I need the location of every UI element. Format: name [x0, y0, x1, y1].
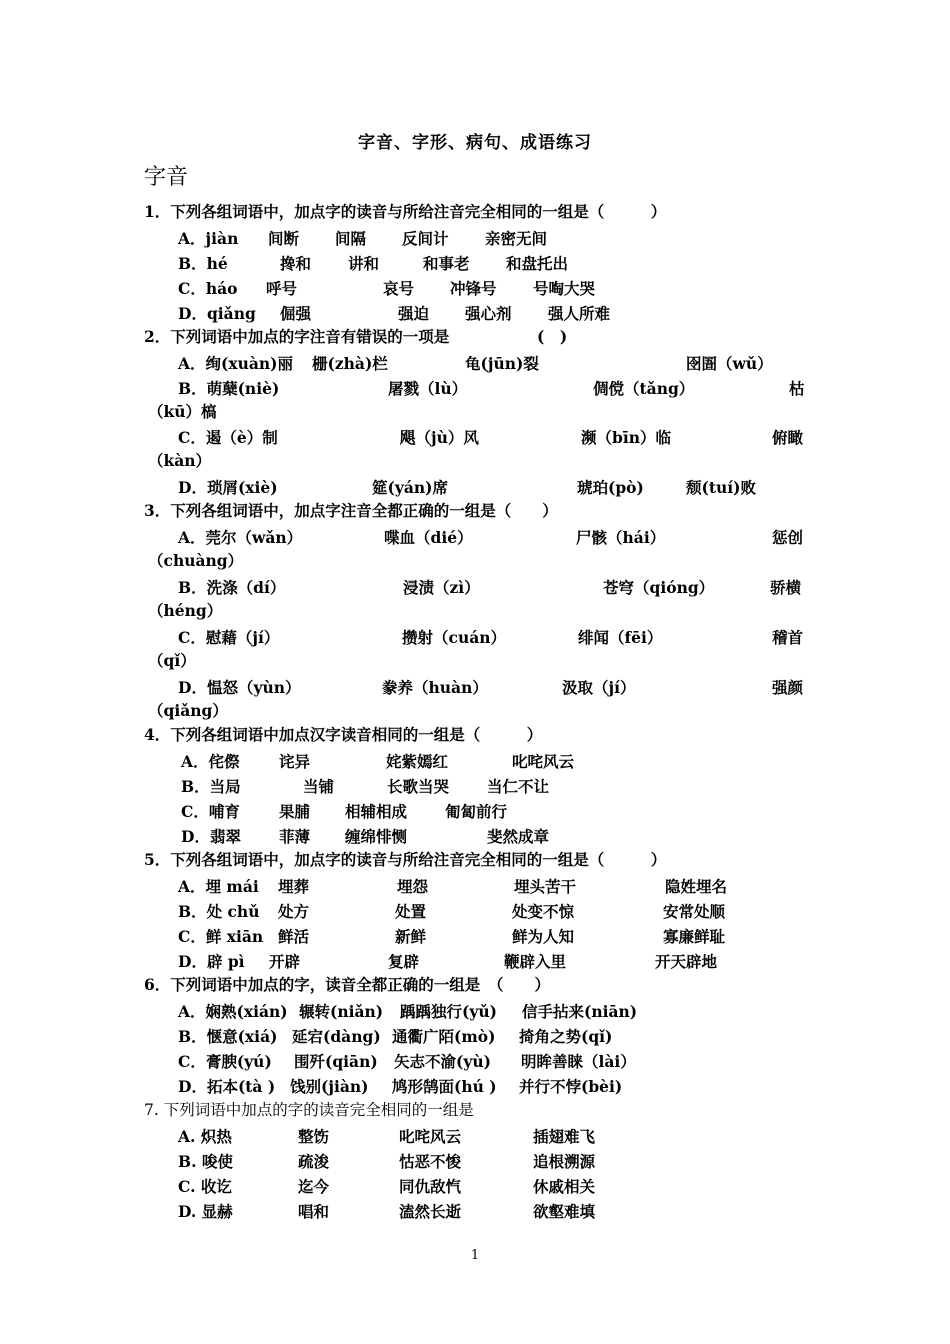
option-word: C．遏（è）制 — [178, 428, 278, 447]
option-word: 当铺 — [303, 777, 335, 796]
option-word: 稽首 — [772, 628, 804, 647]
option-word: D. 显赫 — [178, 1202, 233, 1221]
option-word: 当仁不让 — [487, 777, 550, 796]
option-word: 欲壑难填 — [533, 1202, 596, 1221]
question-3-option-c-continued: （qǐ） — [148, 651, 196, 670]
question-3-stem: 3．下列各组词语中，加点字注音全都正确的一组是（ ） — [144, 501, 558, 520]
option-label: D．辟 pì — [178, 952, 245, 971]
option-word: 饯别(jiàn) — [290, 1077, 369, 1096]
option-word: D．翡翠 — [181, 827, 241, 846]
option-word: 埋怨 — [397, 877, 429, 896]
option-word: 叱咤风云 — [512, 752, 575, 771]
question-3-option-a-continued: （chuàng） — [148, 551, 244, 570]
option-word: 强人所难 — [548, 304, 611, 323]
option-label: B．hé — [178, 254, 228, 273]
option-word: 埋头苦干 — [514, 877, 577, 896]
option-word: 呼号 — [266, 279, 298, 298]
option-word: 惩创 — [772, 528, 804, 547]
option-word: 鲜为人知 — [512, 927, 575, 946]
option-word: 叱咤风云 — [399, 1127, 462, 1146]
question-3-option-d-continued: （qiǎng） — [148, 701, 228, 720]
option-word: 处变不惊 — [512, 902, 575, 921]
option-word: 屠戮（lù） — [388, 379, 468, 398]
option-word: 琥珀(pò) — [577, 478, 644, 497]
option-word: 安常处顺 — [663, 902, 726, 921]
option-word: B. 唆使 — [178, 1152, 233, 1171]
option-label: B．处 chǔ — [178, 902, 260, 921]
option-word: C. 收讫 — [178, 1177, 232, 1196]
option-word: C．哺育 — [181, 802, 240, 821]
option-word: B．洗涤（dí） — [178, 578, 286, 597]
option-word: 斐然成章 — [487, 827, 550, 846]
option-word: 寡廉鲜耻 — [663, 927, 726, 946]
option-word: 迄今 — [298, 1177, 330, 1196]
option-label: C．鲜 xiān — [178, 927, 264, 946]
question-2-option-c-continued: （kàn） — [148, 451, 212, 470]
option-word: 号啕大哭 — [533, 279, 596, 298]
option-word: 强心剂 — [465, 304, 512, 323]
option-word: 姹紫嫣红 — [386, 752, 449, 771]
option-word: 并行不悖(bèi) — [519, 1077, 623, 1096]
option-word: 俯瞰 — [772, 428, 804, 447]
option-word: 通衢广陌(mò) — [392, 1027, 496, 1046]
option-word: A. 炽热 — [178, 1127, 232, 1146]
option-word: 骄横 — [770, 578, 802, 597]
option-word: 尸骸（hái） — [576, 528, 666, 547]
option-word: 整饬 — [298, 1127, 330, 1146]
option-label: D．qiǎng — [178, 304, 256, 323]
option-word: 踽踽独行(yǔ) — [400, 1002, 497, 1021]
option-word: 长歌当哭 — [387, 777, 450, 796]
option-word: 濒（bīn）临 — [581, 428, 671, 447]
option-word: 喋血（dié） — [384, 528, 473, 547]
option-word: 强迫 — [398, 304, 430, 323]
option-word: 复辟 — [388, 952, 420, 971]
option-word: 开辟 — [269, 952, 301, 971]
option-word: 栅(zhà)栏 — [312, 354, 388, 373]
option-word: 处置 — [395, 902, 427, 921]
option-word: B．萌蘖(niè) — [178, 379, 280, 398]
option-word: 囹圄（wǔ） — [686, 354, 773, 373]
page-number: 1 — [470, 1248, 480, 1263]
option-word: 新鲜 — [395, 927, 427, 946]
option-word: 唱和 — [298, 1202, 330, 1221]
option-word: D．拓本(tà ) — [178, 1077, 276, 1096]
option-word: 信手拈来(niān) — [522, 1002, 638, 1021]
question-7-stem: 7. 下列词语中加点的字的读音完全相同的一组是 — [144, 1101, 474, 1119]
option-word: B．当局 — [181, 777, 241, 796]
question-3-option-b-continued: （héng） — [148, 601, 223, 620]
option-label: A．jiàn — [178, 229, 239, 248]
option-word: D．愠怒（yùn） — [178, 678, 301, 697]
option-word: 间隔 — [335, 229, 367, 248]
option-word: 讲和 — [348, 254, 380, 273]
option-word: 飓（jù）风 — [400, 428, 479, 447]
option-word: 豢养（huàn） — [382, 678, 488, 697]
option-word: 攒射（cuán） — [402, 628, 507, 647]
option-word: 枯 — [789, 379, 805, 398]
option-label: C．háo — [178, 279, 238, 298]
option-word: 怙恶不悛 — [399, 1152, 462, 1171]
option-word: 隐姓埋名 — [665, 877, 728, 896]
option-word: 苍穹（qióng） — [603, 578, 715, 597]
question-1-stem: 1．下列各组词语中，加点字的读音与所给注音完全相同的一组是（ ） — [144, 202, 667, 221]
option-word: 休戚相关 — [533, 1177, 596, 1196]
option-word: 浸渍（zì） — [403, 578, 480, 597]
option-word: A．绚(xuàn)丽 — [178, 354, 294, 373]
option-word: 掎角之势(qǐ) — [519, 1027, 613, 1046]
option-word: 矢志不渝(yù) — [394, 1052, 491, 1071]
question-text: 2．下列词语中加点的字注音有错误的一项是 — [144, 327, 450, 346]
option-word: 倜傥（tǎng） — [593, 379, 695, 398]
option-word: 反间计 — [402, 229, 449, 248]
option-word: 和事老 — [423, 254, 470, 273]
option-word: 鲜活 — [278, 927, 310, 946]
option-word: 搀和 — [280, 254, 312, 273]
option-word: D．琐屑(xiè) — [178, 478, 278, 497]
option-word: 筵(yán)席 — [372, 478, 448, 497]
option-word: 相辅相成 — [345, 802, 408, 821]
option-word: A．娴熟(xián) — [178, 1002, 288, 1021]
question-6-stem: 6．下列词语中加点的字，读音全都正确的一组是 （ ） — [144, 975, 551, 994]
question-5-stem: 5．下列各组词语中，加点字的读音与所给注音完全相同的一组是（ ） — [144, 850, 667, 869]
option-word: 绯闻（fēi） — [578, 628, 663, 647]
option-word: 和盘托出 — [506, 254, 569, 273]
option-word: 延宕(dàng) — [292, 1027, 381, 1046]
option-word: 哀号 — [383, 279, 415, 298]
option-word: 辗转(niǎn) — [299, 1002, 384, 1021]
option-word: B．惬意(xiá) — [178, 1027, 278, 1046]
option-word: 匍匐前行 — [445, 802, 508, 821]
option-word: A．莞尔（wǎn） — [178, 528, 303, 547]
option-word: 菲薄 — [279, 827, 311, 846]
option-word: 倔强 — [280, 304, 312, 323]
option-label: A．埋 mái — [178, 877, 259, 896]
option-word: 开天辟地 — [655, 952, 718, 971]
option-word: 埋葬 — [278, 877, 310, 896]
option-word: 插翅难飞 — [533, 1127, 596, 1146]
option-word: 汲取（jí） — [562, 678, 636, 697]
option-word: 龟(jūn)裂 — [465, 354, 539, 373]
option-word: 疏浚 — [298, 1152, 330, 1171]
option-word: 溘然长逝 — [399, 1202, 462, 1221]
question-2-option-b-continued: （kū）槁 — [148, 402, 217, 421]
question-4-stem: 4．下列各组词语中加点汉字读音相同的一组是（ ） — [144, 725, 543, 744]
page-title: 字音、字形、病句、成语练习 — [358, 133, 592, 153]
option-word: 追根溯源 — [533, 1152, 596, 1171]
option-word: A．侘傺 — [181, 752, 240, 771]
option-word: 亲密无间 — [485, 229, 548, 248]
option-word: 鞭辟入里 — [504, 952, 567, 971]
answer-bracket: ( ) — [537, 327, 568, 346]
option-word: 缠绵悱恻 — [345, 827, 408, 846]
option-word: 间断 — [268, 229, 300, 248]
option-word: 处方 — [278, 902, 310, 921]
option-word: 冲锋号 — [450, 279, 497, 298]
option-word: 强颜 — [772, 678, 804, 697]
option-word: 诧异 — [279, 752, 311, 771]
option-word: 颓(tuí)败 — [686, 478, 756, 497]
option-word: C．慰藉（jí） — [178, 628, 280, 647]
option-word: 围歼(qiān) — [294, 1052, 378, 1071]
option-word: 明眸善睐（lài） — [521, 1052, 636, 1071]
option-word: 同仇敌忾 — [399, 1177, 462, 1196]
option-word: 鸠形鹄面(hú ) — [392, 1077, 497, 1096]
option-word: 果脯 — [279, 802, 311, 821]
section-heading: 字音 — [144, 165, 189, 190]
option-word: C．膏腴(yú) — [178, 1052, 272, 1071]
